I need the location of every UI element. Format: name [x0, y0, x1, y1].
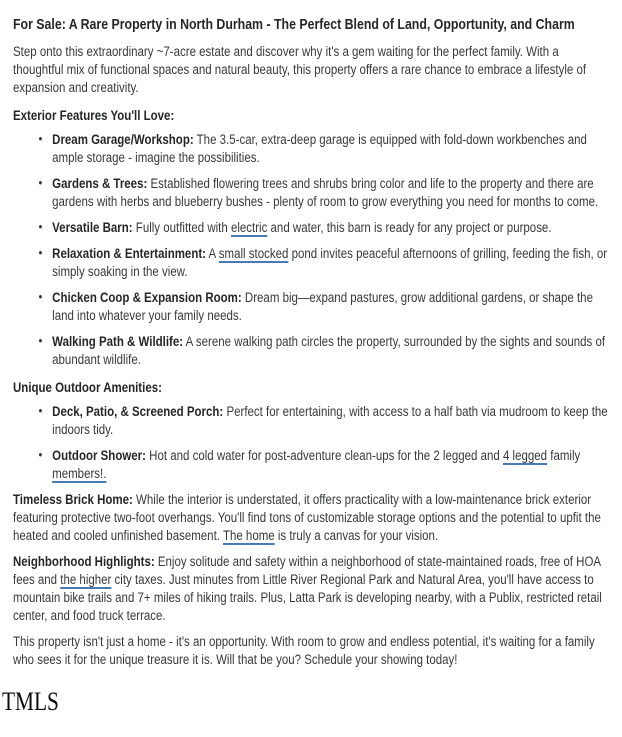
intro-paragraph: Step onto this extraordinary ~7-acre estate and discover why it's a gem waiting for the perfect family. With a thoughtful mix of functional spaces and natural beauty, this property offers a rare chance to embrace a lifestyle of expansion and creativity.	[13, 44, 587, 95]
paragraph-label: Neighborhood Highlights:	[13, 554, 155, 569]
paragraph-text: is truly a canvas for your vision.	[274, 528, 439, 543]
suggested-edit-link[interactable]: 4 legged	[502, 448, 548, 463]
feature-label: Versatile Barn:	[52, 220, 133, 235]
feature-label: Walking Path & Wildlife:	[52, 334, 184, 349]
feature-label: Relaxation & Entertainment:	[52, 246, 206, 261]
feature-text: Dream big—expand pastures, grow additional gardens, or shape the land into whatever your family needs.	[52, 290, 593, 323]
feature-text: and water, this barn is ready for any project or purpose.	[267, 220, 552, 235]
feature-text: pond invites peaceful afternoons of grilling, feeding the fish, or simply soaking in the view.	[52, 246, 608, 279]
suggested-edit-link[interactable]: the higher	[60, 572, 112, 587]
feature-text: Perfect for entertaining, with access to a half bath via mudroom to keep the indoors tidy.	[52, 404, 608, 437]
paragraph-label: Timeless Brick Home:	[13, 492, 133, 507]
feature-item-walking-path	[13, 333, 609, 369]
feature-item-relaxation	[13, 245, 609, 281]
tmls-watermark: TMLS	[2, 687, 59, 716]
paragraph-text: Enjoy solitude and safety within a neighborhood of state-maintained roads, free of HOA fees and	[13, 554, 601, 587]
suggested-edit-link[interactable]: small stocked	[218, 246, 289, 261]
feature-label: Outdoor Shower:	[52, 448, 146, 463]
feature-text: The 3.5-car, extra-deep garage is equipped with fold-down workbenches and ample storage - imagine the possibilities.	[52, 132, 587, 165]
suggested-edit-link[interactable]: The home	[222, 528, 275, 543]
feature-text: family	[547, 448, 581, 463]
feature-item-garage	[13, 131, 609, 167]
suggested-edit-link[interactable]: electric	[230, 220, 268, 235]
feature-text: Established flowering trees and shrubs bring color and life to the property and there are gardens with herbs and blueberry bushes - plenty of room to grow everything you need for months to come.	[52, 176, 599, 209]
closing-paragraph: This property isn't just a home - it's an opportunity. With room to grow and endless potential, it's waiting for a family who sees it for the unique treasure it is. Will that be you? Schedule your showing today!	[13, 634, 595, 667]
feature-label: Gardens & Trees:	[52, 176, 148, 191]
feature-item-outdoor-shower	[13, 447, 609, 483]
exterior-feature-list	[13, 131, 609, 369]
brick-home-paragraph	[13, 491, 609, 545]
neighborhood-paragraph	[13, 553, 609, 625]
listing-remarks	[13, 16, 609, 669]
feature-text: Fully outfitted with	[132, 220, 231, 235]
section-heading-exterior: Exterior Features You'll Love:	[13, 108, 175, 123]
feature-text: A	[205, 246, 219, 261]
listing-title: For Sale: A Rare Property in North Durham - The Perfect Blend of Land, Opportunity, and Charm	[13, 17, 575, 33]
feature-item-deck-patio	[13, 403, 609, 439]
feature-text: A serene walking path circles the property, surrounded by the sights and sounds of abundant wildlife.	[52, 334, 606, 367]
section-heading-outdoor: Unique Outdoor Amenities:	[13, 380, 162, 395]
feature-item-barn	[13, 219, 609, 237]
feature-text: Hot and cold water for post-adventure clean-ups for the 2 legged and	[145, 448, 503, 463]
suggested-edit-link[interactable]: members!.	[52, 466, 107, 481]
paragraph-text: city taxes. Just minutes from Little River Regional Park and Natural Area, you'll have access to mountain bike trails and 7+ miles of hiking trails. Plus, Latta Park is developing nearby, with a Publix, restricted retail center, and food truck terrace.	[13, 572, 602, 623]
feature-label: Dream Garage/Workshop:	[52, 132, 194, 147]
feature-label: Chicken Coop & Expansion Room:	[52, 290, 242, 305]
outdoor-amenity-list	[13, 403, 609, 483]
feature-label: Deck, Patio, & Screened Porch:	[52, 404, 224, 419]
paragraph-text: While the interior is understated, it offers practicality with a low-maintenance brick exterior featuring protective two-foot overhangs. You'll find tons of customizable storage options and the potential to upfit the heated and cooled unfinished basement.	[13, 492, 601, 543]
feature-item-chicken-coop	[13, 289, 609, 325]
feature-item-gardens	[13, 175, 609, 211]
